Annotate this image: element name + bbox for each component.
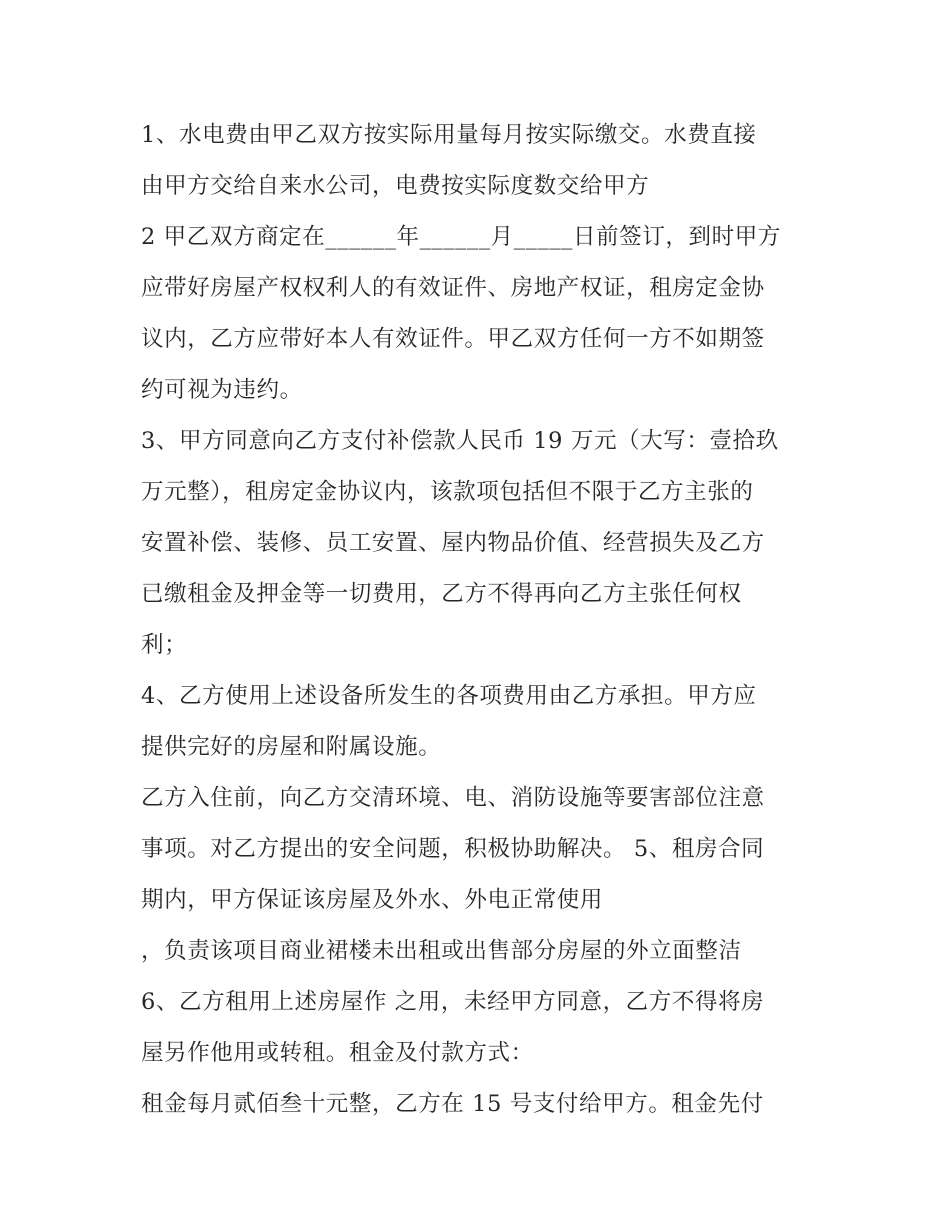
- text-line: 应带好房屋产权权利人的有效证件、房地产权证，租房定金协: [141, 275, 765, 301]
- text-line: 1、水电费由甲乙双方按实际用量每月按实际缴交。水费直接: [141, 122, 757, 148]
- text-line: 屋另作他用或转租。租金及付款方式：: [141, 1040, 534, 1066]
- text-line: 4、乙方使用上述设备所发生的各项费用由乙方承担。甲方应: [141, 683, 757, 709]
- text-line: 利；: [141, 632, 188, 658]
- contract-body-text: [141, 110, 821, 1130]
- text-line: 乙方入住前，向乙方交清环境、电、消防设施等要害部位注意: [141, 785, 765, 811]
- text-line: 由甲方交给自来水公司，电费按实际度数交给甲方: [141, 173, 650, 199]
- text-line: 提供完好的房屋和附属设施。: [141, 734, 442, 760]
- text-line: ，负责该项目商业裙楼未出租或出售部分房屋的外立面整洁: [141, 938, 742, 964]
- text-line: 事项。对乙方提出的安全问题，积极协助解决。 5、租房合同: [141, 836, 765, 862]
- text-line: 约可视为违约。: [141, 377, 303, 403]
- text-line: 万元整），租房定金协议内，该款项包括但不限于乙方主张的: [141, 479, 754, 505]
- text-line: 3、甲方同意向乙方支付补偿款人民币 19 万元（大写：壹拾玖: [141, 428, 779, 454]
- text-line: 议内，乙方应带好本人有效证件。甲乙双方任何一方不如期签: [141, 326, 765, 352]
- text-line: 安置补偿、装修、员工安置、屋内物品价值、经营损失及乙方: [141, 530, 765, 556]
- text-line: 已缴租金及押金等一切费用，乙方不得再向乙方主张任何权: [141, 581, 742, 607]
- text-line: 租金每月贰佰叁十元整，乙方在 15 号支付给甲方。租金先付: [141, 1091, 764, 1117]
- text-line: 2 甲乙双方商定在______年______月_____日前签订，到时甲方: [141, 224, 781, 250]
- text-line: 期内，甲方保证该房屋及外水、外电正常使用: [141, 887, 604, 913]
- text-line: 6、乙方租用上述房屋作 之用，未经甲方同意，乙方不得将房: [141, 989, 765, 1015]
